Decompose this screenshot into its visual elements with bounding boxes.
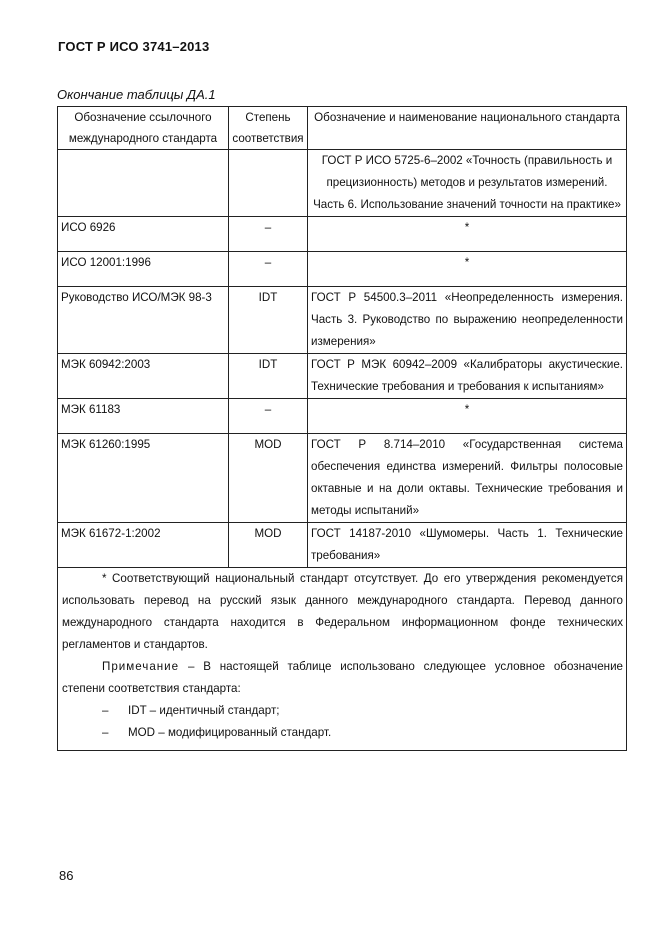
cell-national: * bbox=[308, 217, 627, 252]
cell-degree: IDT bbox=[229, 354, 308, 399]
table-row bbox=[58, 434, 627, 523]
table-row bbox=[58, 287, 627, 354]
cell-reference bbox=[58, 150, 229, 217]
cell-degree bbox=[229, 150, 308, 217]
cell-reference: ИСО 6926 bbox=[58, 217, 229, 252]
table-row bbox=[58, 399, 627, 434]
cell-reference: ИСО 12001:1996 bbox=[58, 252, 229, 287]
table-caption: Окончание таблицы ДА.1 bbox=[57, 87, 216, 102]
cell-reference: МЭК 61183 bbox=[58, 399, 229, 434]
table-row bbox=[58, 354, 627, 399]
list-dash: – bbox=[102, 726, 109, 739]
note-item-text: MOD – модифицированный стандарт. bbox=[128, 726, 332, 739]
cell-reference: МЭК 60942:2003 bbox=[58, 354, 229, 399]
cell-reference: Руководство ИСО/МЭК 98-3 bbox=[58, 287, 229, 354]
cell-degree: – bbox=[229, 217, 308, 252]
cell-degree: MOD bbox=[229, 523, 308, 568]
table-row bbox=[58, 150, 627, 217]
page-number: 86 bbox=[59, 868, 74, 883]
cell-reference: МЭК 61672-1:2002 bbox=[58, 523, 229, 568]
footnote-text: * Соответствующий национальный стандарт отсутствует. До его утверждения рекомендуется использовать перевод на русский язык данного международного стандарта. Перевод данного международного стандарта находится в Федеральном информационном фонде технических регламентов и стандартов. bbox=[62, 572, 623, 651]
cell-degree: IDT bbox=[229, 287, 308, 354]
column-header-national: Обозначение и наименование национального стандарта bbox=[308, 107, 627, 150]
document-header: ГОСТ Р ИСО 3741–2013 bbox=[58, 39, 210, 54]
note-list-item bbox=[62, 722, 623, 744]
column-header-reference: Обозначение ссылочного международного стандарта bbox=[58, 107, 229, 150]
table-row bbox=[58, 252, 627, 287]
list-dash: – bbox=[102, 704, 109, 717]
cell-degree: – bbox=[229, 399, 308, 434]
note-text: – В настоящей таблице использовано следующее условное обозначение степени соответствия стандарта: bbox=[62, 660, 623, 695]
standards-table bbox=[57, 106, 627, 751]
table-footer-row bbox=[58, 568, 627, 751]
cell-degree: MOD bbox=[229, 434, 308, 523]
cell-national: * bbox=[308, 252, 627, 287]
cell-national: ГОСТ 14187-2010 «Шумомеры. Часть 1. Технические требования» bbox=[308, 523, 627, 568]
cell-national: * bbox=[308, 399, 627, 434]
table-header-row bbox=[58, 107, 627, 150]
note-item-text: IDT – идентичный стандарт; bbox=[128, 704, 280, 717]
column-header-degree: Степень соответствия bbox=[229, 107, 308, 150]
cell-national: ГОСТ Р ИСО 5725-6–2002 «Точность (правильность и прецизионность) методов и результатов измерений. Часть 6. Использование значений точности на практике» bbox=[308, 150, 627, 217]
cell-national: ГОСТ Р МЭК 60942–2009 «Калибраторы акустические. Технические требования и требования к испытаниям» bbox=[308, 354, 627, 399]
table-container bbox=[57, 106, 626, 751]
cell-degree: – bbox=[229, 252, 308, 287]
note-label: Примечание bbox=[102, 660, 180, 673]
table-footer bbox=[58, 568, 627, 751]
note-paragraph bbox=[62, 656, 623, 700]
cell-reference: МЭК 61260:1995 bbox=[58, 434, 229, 523]
table-row bbox=[58, 217, 627, 252]
table-row bbox=[58, 523, 627, 568]
note-list-item bbox=[62, 700, 623, 722]
cell-national: ГОСТ Р 8.714–2010 «Государственная система обеспечения единства измерений. Фильтры полосовые октавные и на доли октавы. Технические требования и методы испытаний» bbox=[308, 434, 627, 523]
cell-national: ГОСТ Р 54500.3–2011 «Неопределенность измерения. Часть 3. Руководство по выражению неопределенности измерения» bbox=[308, 287, 627, 354]
